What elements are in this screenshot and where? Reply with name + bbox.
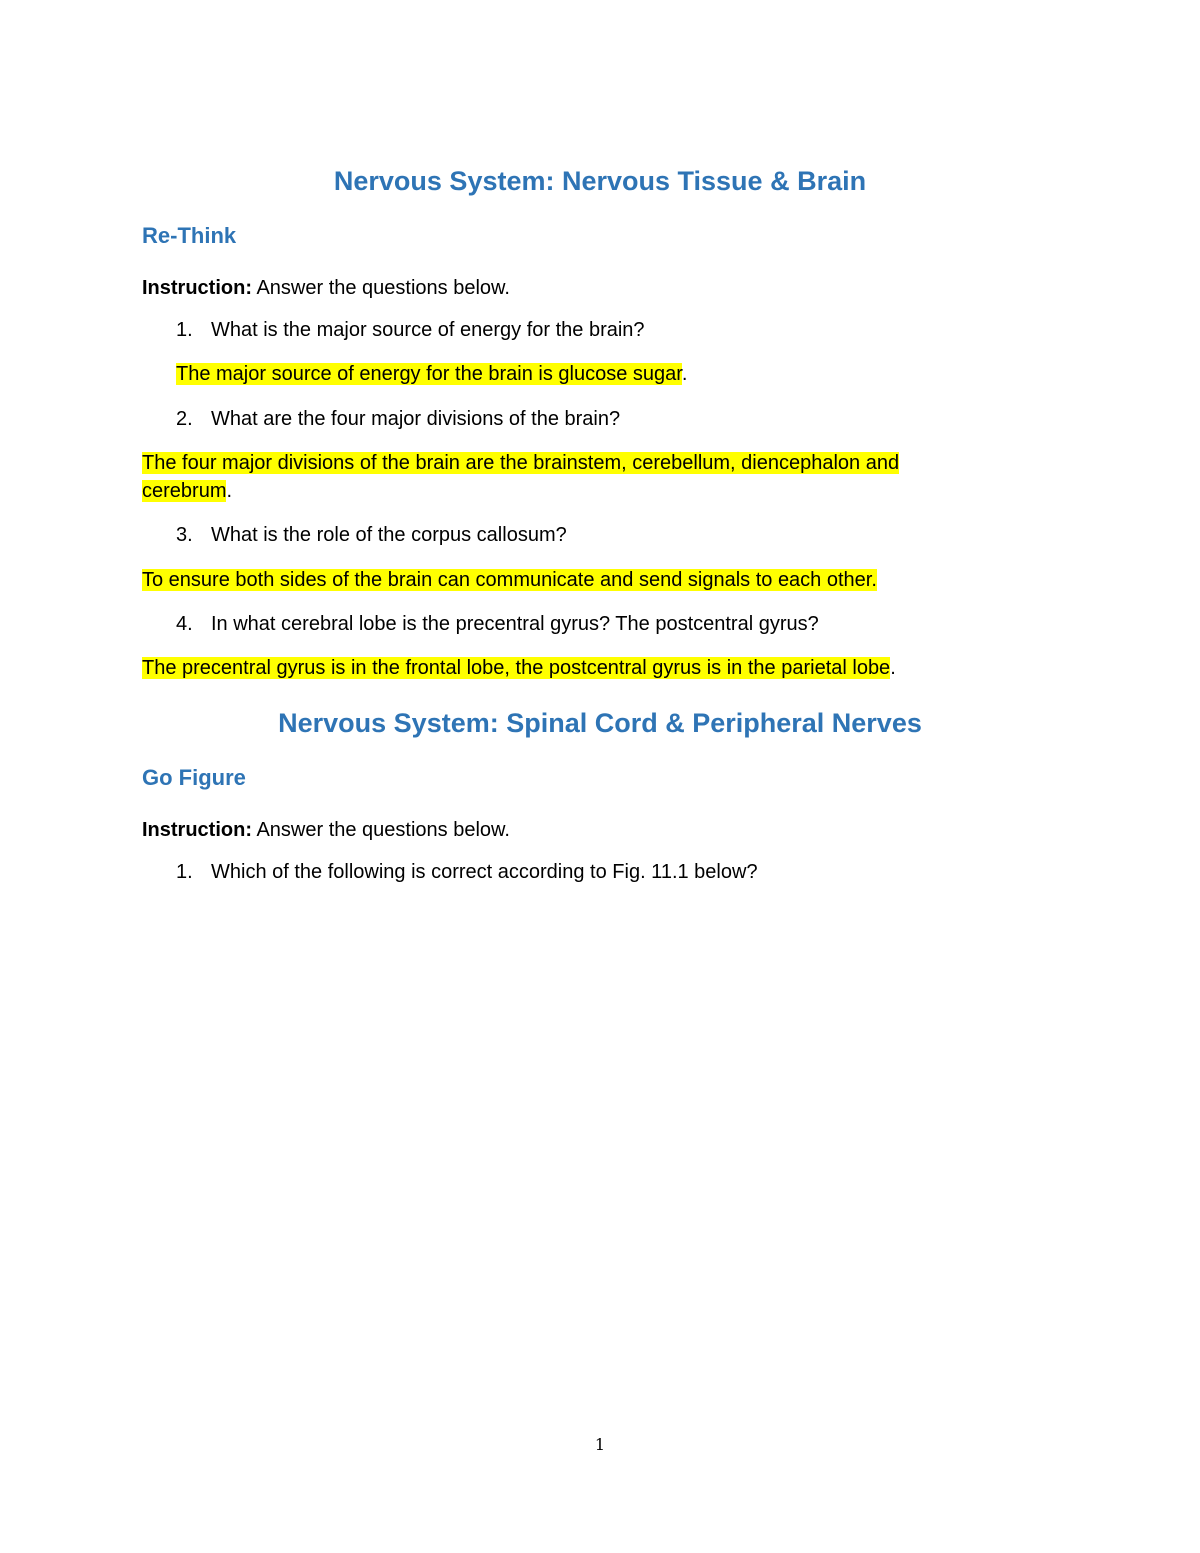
answer-tail: .: [681, 363, 688, 385]
page-number: 1: [594, 1435, 606, 1454]
question-number: 1.: [176, 319, 193, 341]
answer-tail: .: [226, 480, 233, 502]
question-text: What is the role of the corpus callosum?: [211, 524, 567, 546]
answer-2-line-1: [142, 449, 899, 477]
answer-1: [176, 360, 687, 388]
question-1: [176, 316, 645, 344]
instruction-text: Answer the questions below.: [252, 819, 510, 841]
highlighted-answer: To ensure both sides of the brain can communicate and send signals to each other.: [142, 569, 877, 591]
answer-3: [142, 566, 877, 594]
answer-tail: .: [890, 657, 896, 679]
question-4: [176, 610, 819, 638]
question-2: [176, 405, 620, 433]
section1-title: Nervous System: Nervous Tissue & Brain: [333, 166, 867, 196]
instruction-label: Instruction:: [142, 819, 252, 841]
instruction-label: Instruction:: [142, 277, 252, 299]
highlighted-answer: The four major divisions of the brain are the brainstem, cerebellum, diencephalon and: [142, 452, 900, 474]
question-text: In what cerebral lobe is the precentral gyrus? The postcentral gyrus?: [211, 613, 819, 635]
question-number: 3.: [176, 524, 193, 546]
section1-instruction: [142, 274, 510, 302]
highlighted-answer: cerebrum: [142, 480, 227, 502]
answer-4: [142, 654, 896, 682]
question-text: Which of the following is correct according to Fig. 11.1 below?: [211, 861, 758, 883]
section2-title: Nervous System: Spinal Cord & Peripheral Nerves: [278, 708, 922, 738]
section2-subtitle: Go Figure: [142, 765, 246, 790]
question-number: 2.: [176, 408, 193, 430]
question-number: 4.: [176, 613, 193, 635]
question-text: What is the major source of energy for the brain?: [211, 319, 645, 341]
question-3: [176, 521, 567, 549]
section2-question-1: [176, 858, 758, 886]
question-number: 1.: [176, 861, 193, 883]
question-text: What are the four major divisions of the brain?: [211, 408, 621, 430]
highlighted-answer: The precentral gyrus is in the frontal lobe, the postcentral gyrus is in the parietal lobe: [142, 657, 891, 679]
answer-2-line-2: [142, 477, 232, 505]
section2-instruction: [142, 816, 510, 844]
instruction-text: Answer the questions below.: [252, 277, 510, 299]
section1-subtitle: Re-Think: [142, 223, 237, 248]
highlighted-answer: The major source of energy for the brain is glucose sugar: [176, 363, 682, 385]
